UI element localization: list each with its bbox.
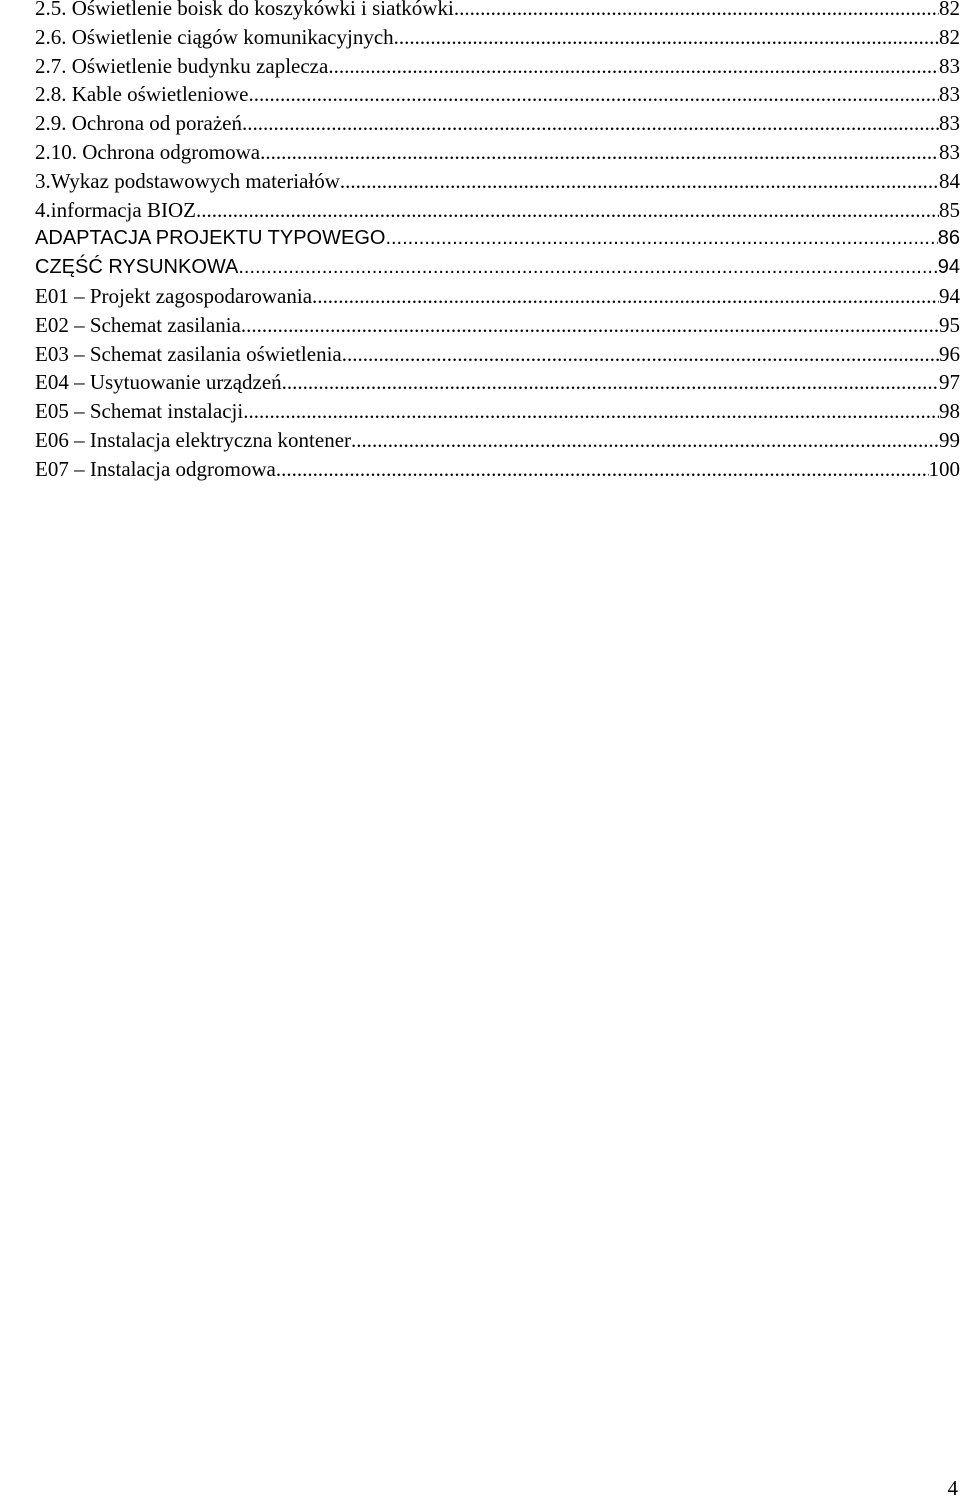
toc-dot-leader xyxy=(238,253,937,282)
toc-entry-title: 2.6. Oświetlenie ciągów komunikacyjnych xyxy=(35,24,394,49)
toc-dot-leader xyxy=(241,311,939,340)
toc-entry[interactable] xyxy=(35,311,960,340)
toc-entry-title: E05 – Schemat instalacji xyxy=(35,399,244,424)
toc-entry[interactable] xyxy=(35,52,960,81)
toc-entry-title: 4.informacja BIOZ xyxy=(35,197,196,222)
toc-entry[interactable] xyxy=(35,196,960,225)
toc-dot-leader xyxy=(260,138,939,167)
toc-entry[interactable] xyxy=(35,138,960,167)
toc-dot-leader xyxy=(351,426,939,455)
toc-dot-leader xyxy=(385,224,937,253)
toc-dot-leader xyxy=(196,196,939,225)
toc-entry-page: 94 xyxy=(939,283,960,308)
toc-entry-title: E01 – Projekt zagospodarowania xyxy=(35,283,313,308)
toc-entry-title: 2.10. Ochrona odgromowa xyxy=(35,139,261,164)
toc-dot-leader xyxy=(312,282,939,311)
toc-dot-leader xyxy=(242,109,939,138)
toc-entry-page: 82 xyxy=(939,24,960,49)
toc-entry-title: ADAPTACJA PROJEKTU TYPOWEGO xyxy=(35,227,386,250)
toc-entry[interactable] xyxy=(35,455,960,484)
toc-entry-title: 2.7. Oświetlenie budynku zaplecza xyxy=(35,53,329,78)
toc-entry-title: E07 – Instalacja odgromowa xyxy=(35,456,276,481)
toc-dot-leader xyxy=(454,0,939,23)
toc-entry-page: 94 xyxy=(937,256,960,279)
toc-entry-title: 2.8. Kable oświetleniowe xyxy=(35,82,249,107)
toc-entry[interactable] xyxy=(35,426,960,455)
toc-entry[interactable] xyxy=(35,23,960,52)
toc-entry-title: E04 – Usytuowanie urządzeń xyxy=(35,370,282,395)
toc-entry[interactable] xyxy=(35,109,960,138)
toc-entry[interactable] xyxy=(35,0,960,23)
toc-entry[interactable] xyxy=(35,397,960,426)
toc-dot-leader xyxy=(340,167,939,196)
toc-entry-page: 96 xyxy=(939,341,960,366)
toc-entry-page: 83 xyxy=(939,111,960,136)
page-number: 4 xyxy=(947,1476,958,1500)
toc-entry[interactable] xyxy=(35,340,960,369)
toc-entry-title: 2.5. Oświetlenie boisk do koszykówki i siatkówki xyxy=(35,0,454,20)
toc-entry-page: 99 xyxy=(939,427,960,452)
toc-entry-page: 83 xyxy=(939,139,960,164)
toc-entry[interactable] xyxy=(35,253,960,282)
toc-entry-page: 82 xyxy=(939,0,960,20)
toc-entry-page: 97 xyxy=(939,370,960,395)
toc-dot-leader xyxy=(342,340,939,369)
toc-entry-page: 84 xyxy=(939,168,960,193)
toc-dot-leader xyxy=(248,80,939,109)
toc-entry-page: 95 xyxy=(939,312,960,337)
toc-entry-page: 98 xyxy=(939,399,960,424)
toc-entry-title: E02 – Schemat zasilania xyxy=(35,312,241,337)
toc-entry[interactable] xyxy=(35,282,960,311)
toc-entry[interactable] xyxy=(35,167,960,196)
table-of-contents xyxy=(35,0,960,484)
toc-entry-title: 3.Wykaz podstawowych materiałów xyxy=(35,168,340,193)
toc-dot-leader xyxy=(394,23,939,52)
toc-entry-page: 100 xyxy=(928,456,960,481)
toc-entry[interactable] xyxy=(35,80,960,109)
toc-entry-page: 86 xyxy=(937,227,960,250)
toc-dot-leader xyxy=(282,368,939,397)
toc-entry-title: E03 – Schemat zasilania oświetlenia xyxy=(35,341,342,366)
toc-dot-leader xyxy=(243,397,939,426)
toc-entry-title: CZĘŚĆ RYSUNKOWA xyxy=(35,256,239,279)
toc-entry-page: 83 xyxy=(939,53,960,78)
toc-entry-title: E06 – Instalacja elektryczna kontener xyxy=(35,427,352,452)
toc-entry[interactable] xyxy=(35,368,960,397)
toc-entry-page: 83 xyxy=(939,82,960,107)
toc-entry-title: 2.9. Ochrona od porażeń xyxy=(35,111,243,136)
toc-dot-leader xyxy=(276,455,929,484)
toc-entry[interactable] xyxy=(35,224,960,253)
toc-dot-leader xyxy=(328,52,939,81)
toc-entry-page: 85 xyxy=(939,197,960,222)
